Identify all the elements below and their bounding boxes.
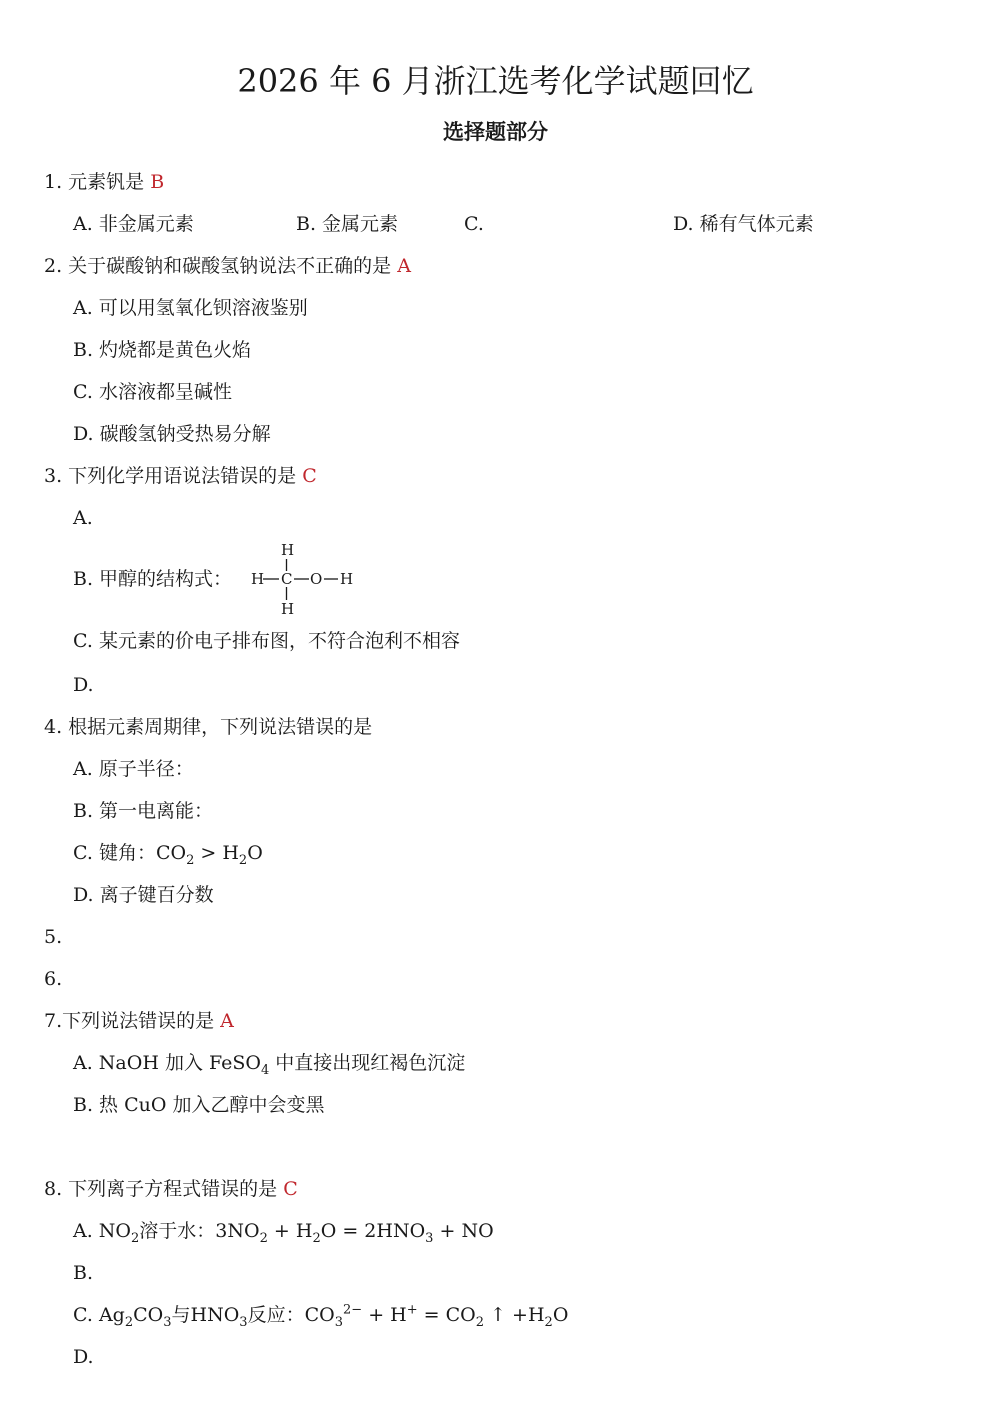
page-title: 2026 年 6 月浙江选考化学试题回忆 — [237, 62, 754, 100]
question-1-stem: 1. 元素钒是 — [44, 171, 151, 193]
question-1-option-b: B. 金属元素 — [296, 213, 399, 235]
struct-c: C — [281, 570, 293, 588]
struct-h-left: H — [251, 570, 265, 588]
question-2 — [44, 252, 411, 280]
section-heading: 选择题部分 — [443, 120, 548, 144]
question-8-stem: 8. 下列离子方程式错误的是 — [44, 1178, 284, 1200]
question-5-stem: 5. — [44, 926, 63, 948]
question-4-option-c: C. 键角：$CO_2 > H_2O$ — [73, 842, 263, 868]
struct-h-right: H — [340, 570, 354, 588]
question-7-stem: 7.下列说法错误的是 — [44, 1010, 221, 1032]
question-8-option-b: B. — [73, 1262, 94, 1284]
question-2-option-c: C. 水溶液都呈碱性 — [73, 381, 232, 403]
question-3-stem: 3. 下列化学用语说法错误的是 — [44, 465, 303, 487]
question-2-option-a: A. 可以用氢氧化钡溶液鉴别 — [73, 297, 308, 319]
struct-h-top: H — [281, 541, 295, 559]
question-3-answer: C — [302, 465, 317, 487]
question-3-option-c: C. 某元素的价电子排布图，不符合泡利不相容 — [73, 630, 460, 652]
question-8-option-a: A. $NO_2$溶于水：$3NO_2 + H_2O = 2HNO_3$ + NO — [73, 1220, 494, 1246]
question-3-option-b: B. 甲醇的结构式： — [73, 568, 233, 590]
question-1-option-c: C. — [464, 213, 484, 235]
question-3-option-a: A. — [73, 507, 93, 529]
question-7-option-a: A. NaOH 加入 FeSO$_4$ 中直接出现红褐色沉淀 — [73, 1052, 466, 1078]
question-8 — [44, 1175, 298, 1203]
question-8-option-d: D. — [73, 1346, 94, 1368]
question-6-stem: 6. — [44, 968, 63, 990]
question-1-answer: B — [150, 171, 165, 193]
question-1-option-d: D. 稀有气体元素 — [673, 213, 814, 235]
question-1 — [44, 168, 164, 196]
question-4-option-a: A. 原子半径： — [73, 758, 194, 780]
question-2-option-d: D. 碳酸氢钠受热易分解 — [73, 423, 271, 445]
question-7-option-b: B. 热 CuO 加入乙醇中会变黑 — [73, 1094, 325, 1116]
question-2-stem: 2. 关于碳酸钠和碳酸氢钠说法不正确的是 — [44, 255, 398, 277]
question-4-option-b: B. 第一电离能： — [73, 800, 214, 822]
question-8-option-c: C. $Ag_2CO_3$与$HNO_3$反应：$CO_3^{2-} + H^+ = CO_2$ ↑ $+H_2O$ — [73, 1302, 569, 1330]
question-3-option-d: D. — [73, 674, 94, 696]
methanol-structural-formula — [248, 540, 360, 620]
question-7 — [44, 1007, 234, 1035]
question-2-answer: A — [397, 255, 411, 277]
question-4-option-d: D. 离子键百分数 — [73, 884, 214, 906]
question-1-option-a: A. 非金属元素 — [73, 213, 194, 235]
struct-h-bottom: H — [281, 600, 295, 618]
question-4-stem: 4. 根据元素周期律，下列说法错误的是 — [44, 716, 373, 738]
question-8-answer: C — [283, 1178, 298, 1200]
question-2-option-b: B. 灼烧都是黄色火焰 — [73, 339, 252, 361]
struct-o: O — [310, 570, 323, 588]
question-7-answer: A — [220, 1010, 234, 1032]
question-3 — [44, 462, 317, 490]
